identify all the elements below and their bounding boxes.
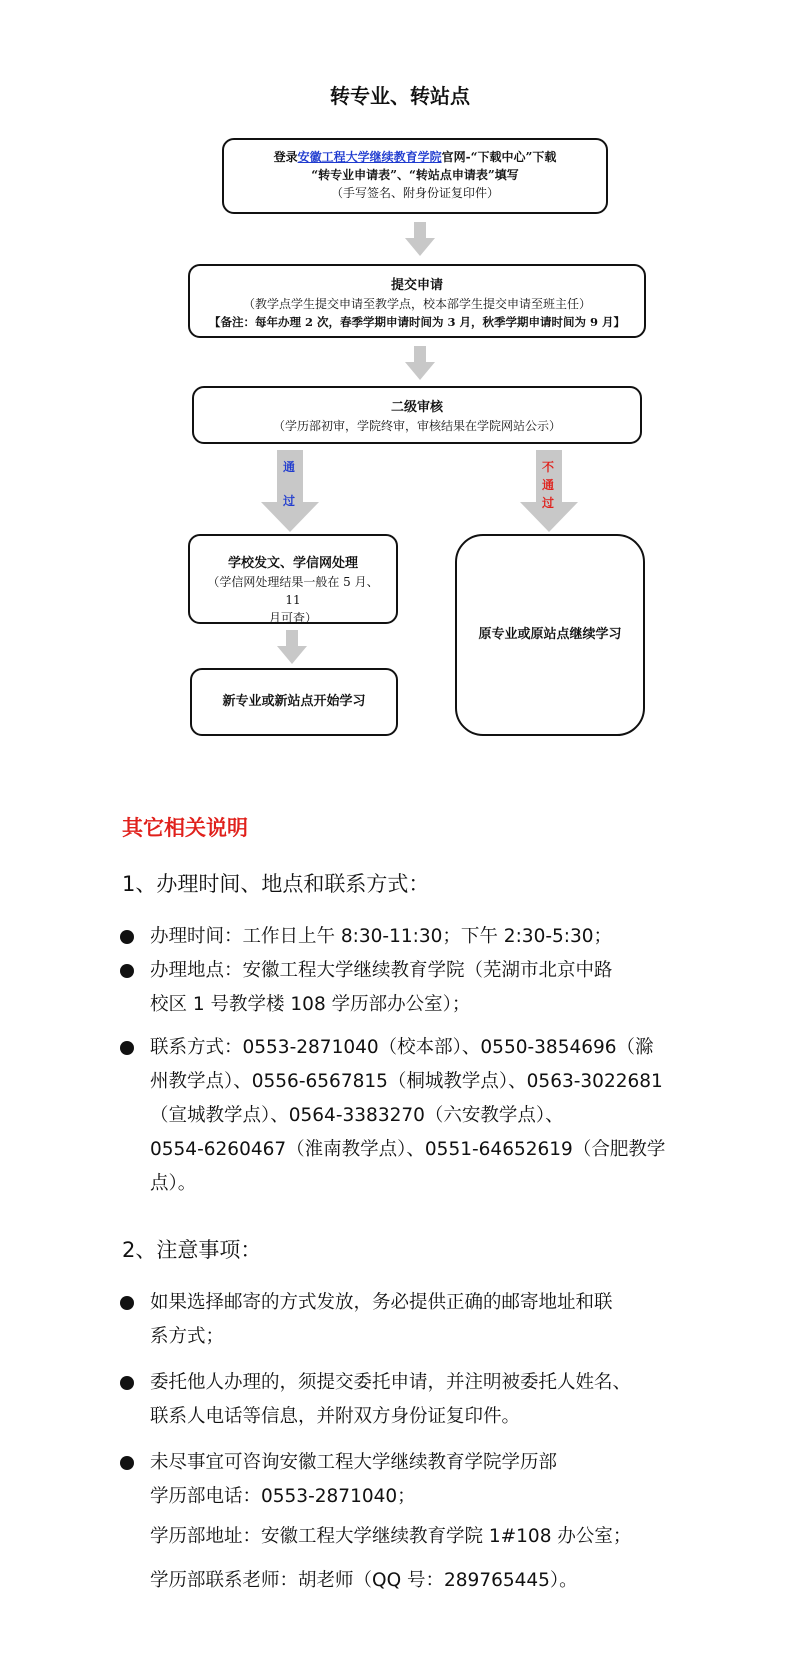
arrow-down-icon — [405, 346, 435, 380]
contact-line-3: （宣城教学点）、0564-3383270（六安教学点）、 — [150, 1105, 564, 1126]
notice-2a: 委托他人办理的，须提交委托申请，并注明被委托人姓名、 — [150, 1372, 632, 1393]
step4-desc-1: （学信网处理结果一般在 5 月、11 — [207, 575, 379, 607]
contact-line-5: 点）。 — [150, 1173, 197, 1194]
part1-heading: 1、办理时间、地点和联系方式： — [122, 872, 430, 896]
bullet-icon — [120, 1376, 134, 1390]
arrow-down-icon — [405, 222, 435, 256]
flow-step-new — [190, 668, 398, 736]
pass-label-1: 通 — [283, 460, 296, 474]
step1-suffix: 官网-“下载中心”下载 — [441, 150, 557, 164]
office-hours: 办理时间：工作日上午 8:30-11:30；下午 2:30-5:30； — [150, 926, 613, 947]
college-website-link[interactable]: 安徽工程大学继续教育学院 — [297, 150, 442, 164]
flow-step-process — [188, 534, 398, 624]
office-location-1: 办理地点：安徽工程大学继续教育学院（芜湖市北京中路 — [150, 960, 613, 981]
step2-remark: 【备注：每年办理 2 次，春季学期申请时间为 3 月，秋季学期申请时间为 9 月】 — [208, 315, 626, 329]
notice-2b: 联系人电话等信息，并附双方身份证复印件。 — [150, 1406, 521, 1427]
flow-step-download — [222, 138, 608, 214]
section-heading: 其它相关说明 — [122, 816, 248, 840]
bullet-icon — [120, 1296, 134, 1310]
bullet-icon — [120, 1041, 134, 1055]
notice-1a: 如果选择邮寄的方式发放，务必提供正确的邮寄地址和联 — [150, 1292, 613, 1313]
new-title: 新专业或新站点开始学习 — [222, 694, 366, 709]
contact-line-4: 0554-6260467（淮南教学点）、0551-64652619（合肥教学 — [150, 1139, 666, 1160]
contact-line-1: 联系方式：0553-2871040（校本部）、0550-3854696（滁 — [150, 1037, 654, 1058]
step3-title: 二级审核 — [390, 400, 443, 415]
arrow-down-icon — [277, 630, 307, 664]
part2-heading: 2、注意事项： — [122, 1238, 262, 1262]
notice-3d: 学历部联系老师：胡老师（QQ 号：289765445）。 — [150, 1570, 578, 1591]
step1-note: （手写签名、附身份证复印件） — [330, 186, 499, 200]
notice-1b: 系方式； — [150, 1326, 225, 1347]
fail-label-2: 通 — [542, 478, 555, 492]
page-title: 转专业、转站点 — [330, 84, 470, 108]
step4-desc-2: 月可查） — [268, 611, 317, 625]
bullet-icon — [120, 964, 134, 978]
fail-label-3: 过 — [542, 496, 555, 510]
notice-3c: 学历部地址：安徽工程大学继续教育学院 1#108 办公室； — [150, 1526, 632, 1547]
flow-step-submit — [188, 264, 646, 338]
flow-step-stay — [455, 534, 645, 736]
step2-title: 提交申请 — [390, 278, 443, 293]
flow-step-review — [192, 386, 642, 444]
step1-forms: “转专业申请表”、“转站点申请表”填写 — [311, 168, 519, 182]
notice-3b: 学历部电话：0553-2871040； — [150, 1486, 416, 1507]
fail-label-1: 不 — [542, 460, 555, 474]
pass-label-2: 过 — [283, 494, 296, 508]
step2-desc: （教学点学生提交申请至教学点，校本部学生提交申请至班主任） — [242, 297, 591, 311]
notice-3a: 未尽事宜可咨询安徽工程大学继续教育学院学历部 — [150, 1452, 558, 1473]
contact-line-2: 州教学点）、0556-6567815（桐城教学点）、0563-3022681 — [150, 1071, 663, 1092]
stay-title: 原专业或原站点继续学习 — [478, 627, 622, 642]
office-location-2: 校区 1 号教学楼 108 学历部办公室）； — [150, 994, 471, 1015]
bullet-icon — [120, 1456, 134, 1470]
step4-title: 学校发文、学信网处理 — [227, 556, 358, 571]
step3-desc: （学历部初审，学院终审，审核结果在学院网站公示） — [272, 419, 561, 433]
bullet-icon — [120, 930, 134, 944]
step1-prefix: 登录 — [273, 150, 298, 164]
